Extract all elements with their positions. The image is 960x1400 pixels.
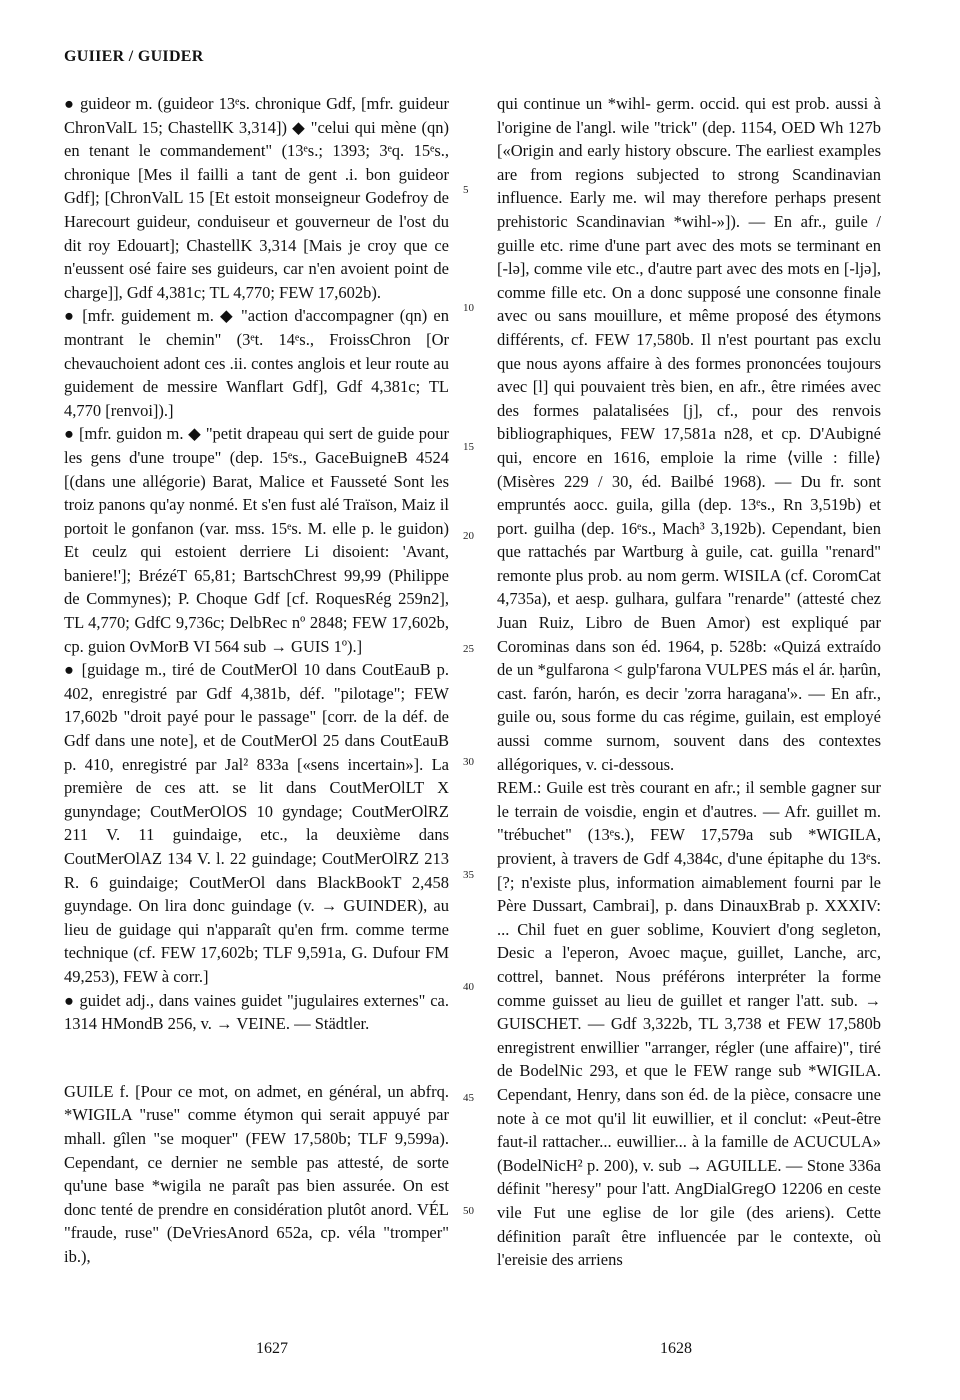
line-number: 35 [463, 869, 474, 881]
line-number: 10 [463, 302, 474, 314]
entry-guidet: ● guidet adj., dans vaines guidet "jugulaires externes" ca. 1314 HMondB 256, v. → VEINE. — Städtler. [64, 990, 449, 1034]
entry-gap [64, 1036, 449, 1080]
right-column [497, 92, 881, 1272]
entry-guidage: ● [guidage m., tiré de CoutMerOl 10 dans CoutEauB p. 402, enregistré par Gdf 4,381b, déf. "pilotage"; FEW 17,602b "droit payé pour le passage" [corr. de la déf. de Gdf dans une note], et de CoutMerOl 25 dans CoutEauB p. 410, enregistré par Jal² 833a [«sens incertain»]. La première de ces att. se lit dans CoutMerOlLT X gunyndage; CoutMerOlOS 10 gyndage; CoutMerOlRZ 211 V. 11 guindaige, etc., la deuxième dans CoutMerOlAZ 134 V. l. 22 guindage; CoutMerOlRZ 213 R. 6 guindaige; CoutMerOl dans BlackBookT 2,458 guyndage. On lira donc guindage (v. → GUINDER), au lieu de guidage qui n'apparaît qu'en frm. comme terme technique (cf. FEW 17,602b; TLF 9,591a, G. Dufour FM 49,253), FEW à corr.] [64, 660, 449, 986]
guile-etymology-continued: qui continue un *wihl- germ. occid. qui est prob. aussi à l'origine de l'angl. wile "trick" (dep. 1154, OED Wh 127b [«Origin and early history obscure. The earliest examples are from regions subjected to strong Scandinavian influence. Early me. wil may therefore perhaps present prehistoric Scandinavian *wihl-»]). — En afr., guile / guille etc. rime d'une part avec des mots se terminant en [-lə], comme vile etc., d'autre part avec des mots en [-ljə], comme fille etc. On a donc supposé une consonne finale avec ou sans mouillure, et même proposé des étymons différents, cf. FEW 17,580b. Il n'est pourtant pas exclu que nous ayons affaire à des formes prononcées toujours avec [l] qui pouvaient très bien, en afr., être rimées avec des formes palatalisées [j], cf., pour des renvois bibliographiques, FEW 17,581a n28, et cp. D'Aubigné qui, encore en 1616, emploie la rime ⟨ville : fille⟩ (Misères 229 / 30, éd. Bailbé 1968). — Du fr. sont empruntés aocc. guila, gilla (dep. 13ᵉs., Rn 3,519b) et port. guilha (dep. 16ᵉs., Mach³ 3,192b). Cependant, bien que rattachés par Wartburg à guile, cat. guilla "renard" remonte plus prob. au nom germ. WISILA (cf. CoromCat 4,735a), et aesp. gulhara, gulfara "renarde" (attesté chez Juan Ruiz, Libro de Buen Amor) est expliqué par Corominas dans son éd. 1964, p. 528b: «Quizá extraído de un *gulfarona < gulp'farona VULPES más el ár. ḥarûn, cast. farón, harón, es decir 'zorra haragana'». — En afr., guile ou, sous forme du cas régime, guilain, est employé aussi comme surnom, souvent dans des contextes allégoriques, v. ci-dessous. [497, 94, 881, 774]
left-column [64, 92, 449, 1269]
line-number: 25 [463, 643, 474, 655]
page-number-right: 1628 [660, 1340, 692, 1357]
page-number-left: 1627 [256, 1340, 288, 1357]
entry-guideor: ● guideor m. (guideor 13ᵉs. chronique Gdf, [mfr. guideur ChronValL 15; ChastellK 3,314]) ◆ "celui qui mène (qn) en tenant le commandement" (13ᵉs.; 1393; 3ᵉq. 15ᵉs., chronique [Mes il failli a tant de gent .i. bon guideor Gdf]; [ChronValL 15 [Et estoit monseigneur Godefroy de Harecourt guideur, conduiseur et gouverneur de l'ost du dit roy Edouart]; ChastellK 3,314 [Mais je croy que ce n'eussent osé faire ses guideurs, car n'en avoient point de charge]], Gdf 4,381c; TL 4,770; FEW 17,602b). [64, 94, 449, 302]
entry-guile: GUILE f. [Pour ce mot, on admet, en général, un abfrq. *WIGILA "ruse" comme étymon qui serait appuyé par mhall. gîlen "se moquer" (FEW 17,580b; TLF 9,599a). Cependant, ce dernier ne semble pas attesté, de sorte qu'une base *wigila ne paraît pas bien assurée. On est donc tenté de prendre en considération plutôt anord. VÉL "fraude, ruse" (DeVriesAnord 652a, cp. véla "tromper" ib.), [64, 1081, 449, 1266]
entry-guidement: ● [mfr. guidement m. ◆ "action d'accompagner (qn) en montrant le chemin" (3ᵉt. 14ᵉs., FroissChron [Or chevauchoient adont ces .ii. contes anglois et leur route au guidement de messire Wanflart Gdf], Gdf 4,381c; TL 4,770 [renvoi]).] [64, 306, 449, 420]
running-header: GUIIER / GUIDER [64, 48, 204, 65]
line-number: 50 [463, 1205, 474, 1217]
line-number: 45 [463, 1092, 474, 1104]
line-number: 20 [463, 530, 474, 542]
entry-guidon: ● [mfr. guidon m. ◆ "petit drapeau qui sert de guide pour les gens d'une troupe" (dep. 15ᵉs., GaceBuigneB 4524 [(dans une allégorie) Barat, Malice et Fausseté Sont les troiz panons qu'ay nonmé. Et s'en fust alé Traïson, Maiz il portoit le gonfanon (var. mss. 15ᵉs. M. elle p. le guidon) Et ceulz qui estoient derriere Li disoient: 'Avant, baniere!']; BrézéT 65,81; BartschChrest 99,99 (Philippe de Commynes); P. Choque Gdf [cf. RoquesRég 259n2], TL 4,770; GdfC 9,736c; DelbRec nº 2848; FEW 17,602b, cp. guion OvMorB VI 564 sub → GUIS 1º).] [64, 424, 449, 656]
line-number: 5 [463, 184, 469, 196]
line-number: 40 [463, 981, 474, 993]
line-number: 30 [463, 756, 474, 768]
line-number: 15 [463, 441, 474, 453]
guile-remark: REM.: Guile est très courant en afr.; il semble gagner sur le terrain de voisdie, engin et d'autres. — Afr. guillet m. "trébuchet" (13ᵉs.), FEW 17,579a sub *WIGILA, provient, à travers de Gdf 4,384c, d'une épitaphe du 13ᵉs. [?; n'existe plus, information aimablement fourni par le Père Dussart, Cambrai], p. dans DinauxBrab p. XXXIV: ... Chil fuet en guer soblime, Kouviert d'ong segleton, Desic a l'eperon, Avoec maçue, guillet, Lanche, arc, cottrel, bannet. Nous préférons interpréter la forme comme guisset au lieu de guillet et ranger l'att. sub. → GUISCHET. — Gdf 3,322b, TL 3,738 et FEW 17,580b enregistrent enwillier "arranger, régler (une affaire)", tiré de BodelNic 293, et que le FEW range sub *WIGILA. Cependant, Henry, dans son éd. de la pièce, consacre une note à ce mot qu'il lit euwillier, et il conclut: «Peut-être faut-il rattacher... euwillier... à la famille de ACUCULA» (BodelNicH² p. 200), v. sub → AGUILLE. — Stone 336a définit "heresy" pour l'att. AngDialGregO 12206 en ceste vile Fut une eglise de lor gile (des ariens). Cette définition paraît être influencée par le contexte, où l'ereisie des arriens [497, 778, 881, 1270]
